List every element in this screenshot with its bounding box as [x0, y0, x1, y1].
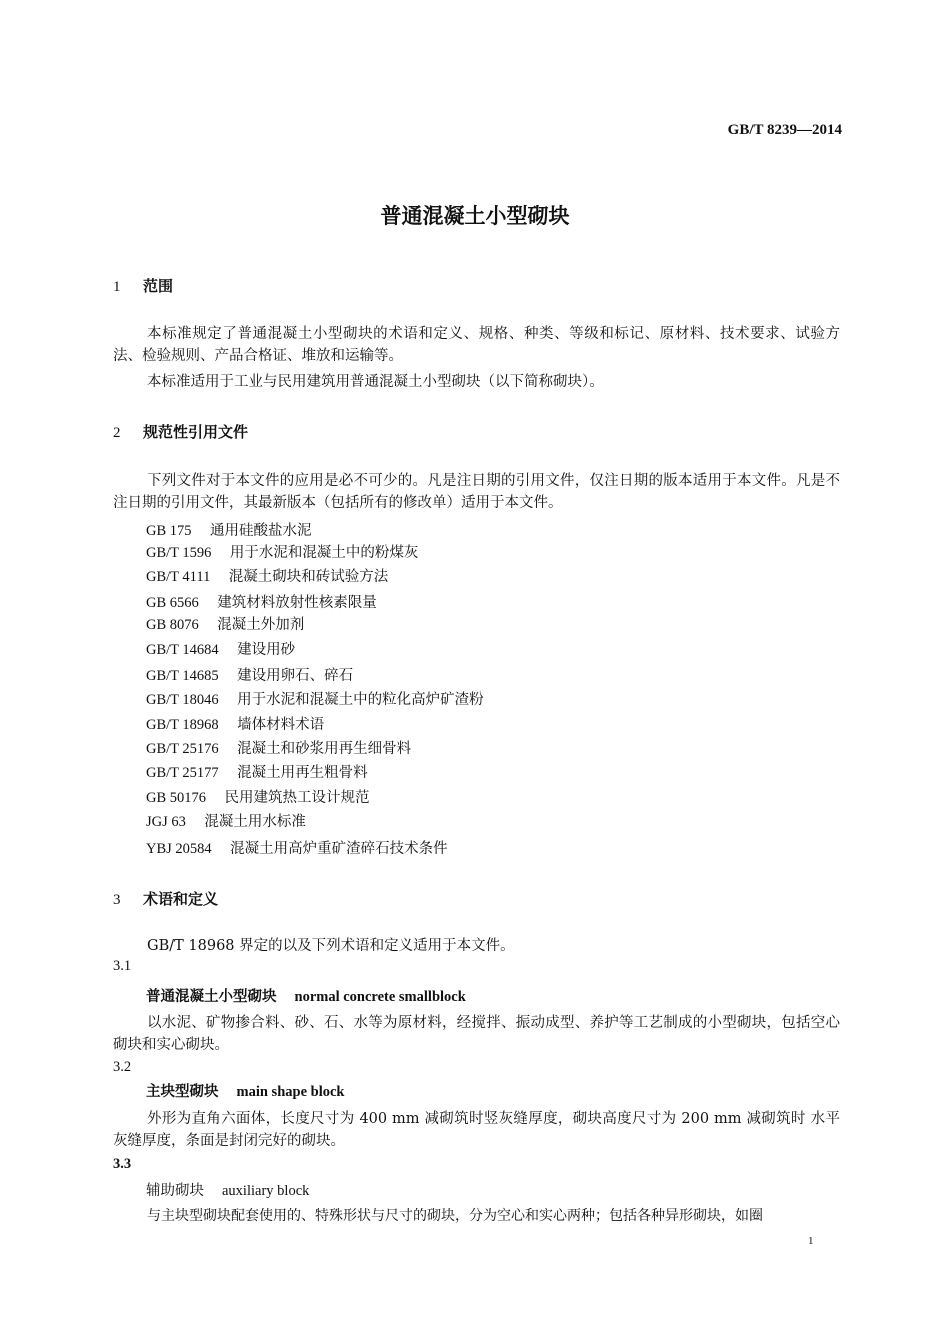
- standard-code: GB/T 8239—2014: [727, 122, 842, 138]
- normative-intro: 下列文件对于本文件的应用是必不可少的。凡是注日期的引用文件，仅注日期的版本适用于本文件。凡是不注日期的引用文件，其最新版本（包括所有的修改单）适用于本文件。: [113, 473, 840, 511]
- reference-item: GB 8076 混凝土外加剂: [146, 617, 305, 633]
- reference-item: GB/T 14684 建设用砂: [146, 642, 296, 658]
- section-title: 术语和定义: [143, 890, 219, 908]
- reference-item: GB 175 通用硅酸盐水泥: [146, 523, 312, 539]
- section-heading-terms: [113, 888, 218, 909]
- section-title: 规范性引用文件: [143, 423, 249, 441]
- reference-item: GB 6566 建筑材料放射性核素限量: [146, 595, 377, 611]
- reference-item: GB/T 25176 混凝土和砂浆用再生细骨料: [146, 741, 412, 757]
- page-number: 1: [808, 1235, 814, 1247]
- section-number: 2: [113, 425, 121, 441]
- scope-paragraph-2: 本标准适用于工业与民用建筑用普通混凝土小型砌块（以下简称砌块）。: [147, 374, 604, 390]
- term-heading: 辅助砌块 auxiliary block: [146, 1183, 310, 1199]
- terms-intro: GB/T 18968 界定的以及下列术语和定义适用于本文件。: [147, 938, 515, 954]
- scope-paragraph-1: 本标准规定了普通混凝土小型砌块的术语和定义、规格、种类、等级和标记、原材料、技术要求、试验方法、检验规则、产品合格证、堆放和运输等。: [113, 326, 840, 364]
- reference-item: GB/T 1596 用于水泥和混凝土中的粉煤灰: [146, 545, 419, 561]
- term-definition: 以水泥、矿物掺合料、砂、石、水等为原材料，经搅拌、振动成型、养护等工艺制成的小型砌块，包括空心砌块和实心砌块。: [113, 1015, 840, 1053]
- reference-item: GB/T 18968 墙体材料术语: [146, 717, 325, 733]
- reference-item: YBJ 20584 混凝土用高炉重矿渣碎石技术条件: [146, 841, 448, 857]
- term-definition: 与主块型砌块配套使用的、特殊形状与尺寸的砌块，分为空心和实心两种；包括各种异形砌块，如圈: [147, 1208, 763, 1224]
- term-number: 3.3: [113, 1156, 132, 1172]
- term-heading: 普通混凝土小型砌块 normal concrete smallblock: [146, 989, 466, 1005]
- reference-item: GB/T 18046 用于水泥和混凝土中的粒化高炉矿渣粉: [146, 692, 484, 708]
- term-number: 3.2: [113, 1059, 132, 1075]
- term-heading: 主块型砌块 main shape block: [146, 1084, 345, 1100]
- reference-item: GB/T 25177 混凝土用再生粗骨料: [146, 765, 368, 781]
- term-definition: 外形为直角六面体，长度尺寸为 400 mm 减砌筑时竖灰缝厚度，砌块高度尺寸为 200 mm 减砌筑时 水平灰缝厚度，条面是封闭完好的砌块。: [113, 1111, 840, 1149]
- reference-item: GB 50176 民用建筑热工设计规范: [146, 790, 370, 806]
- section-heading-scope: [113, 275, 173, 296]
- reference-item: JGJ 63 混凝土用水标准: [146, 814, 306, 830]
- reference-item: GB/T 4111 混凝土砌块和砖试验方法: [146, 569, 389, 585]
- reference-item: GB/T 14685 建设用卵石、碎石: [146, 668, 354, 684]
- document-title: 普通混凝土小型砌块: [380, 204, 570, 228]
- section-heading-normative: [113, 421, 248, 442]
- term-number: 3.1: [113, 958, 132, 974]
- section-number: 3: [113, 892, 121, 908]
- section-title: 范围: [143, 277, 174, 295]
- section-number: 1: [113, 279, 121, 295]
